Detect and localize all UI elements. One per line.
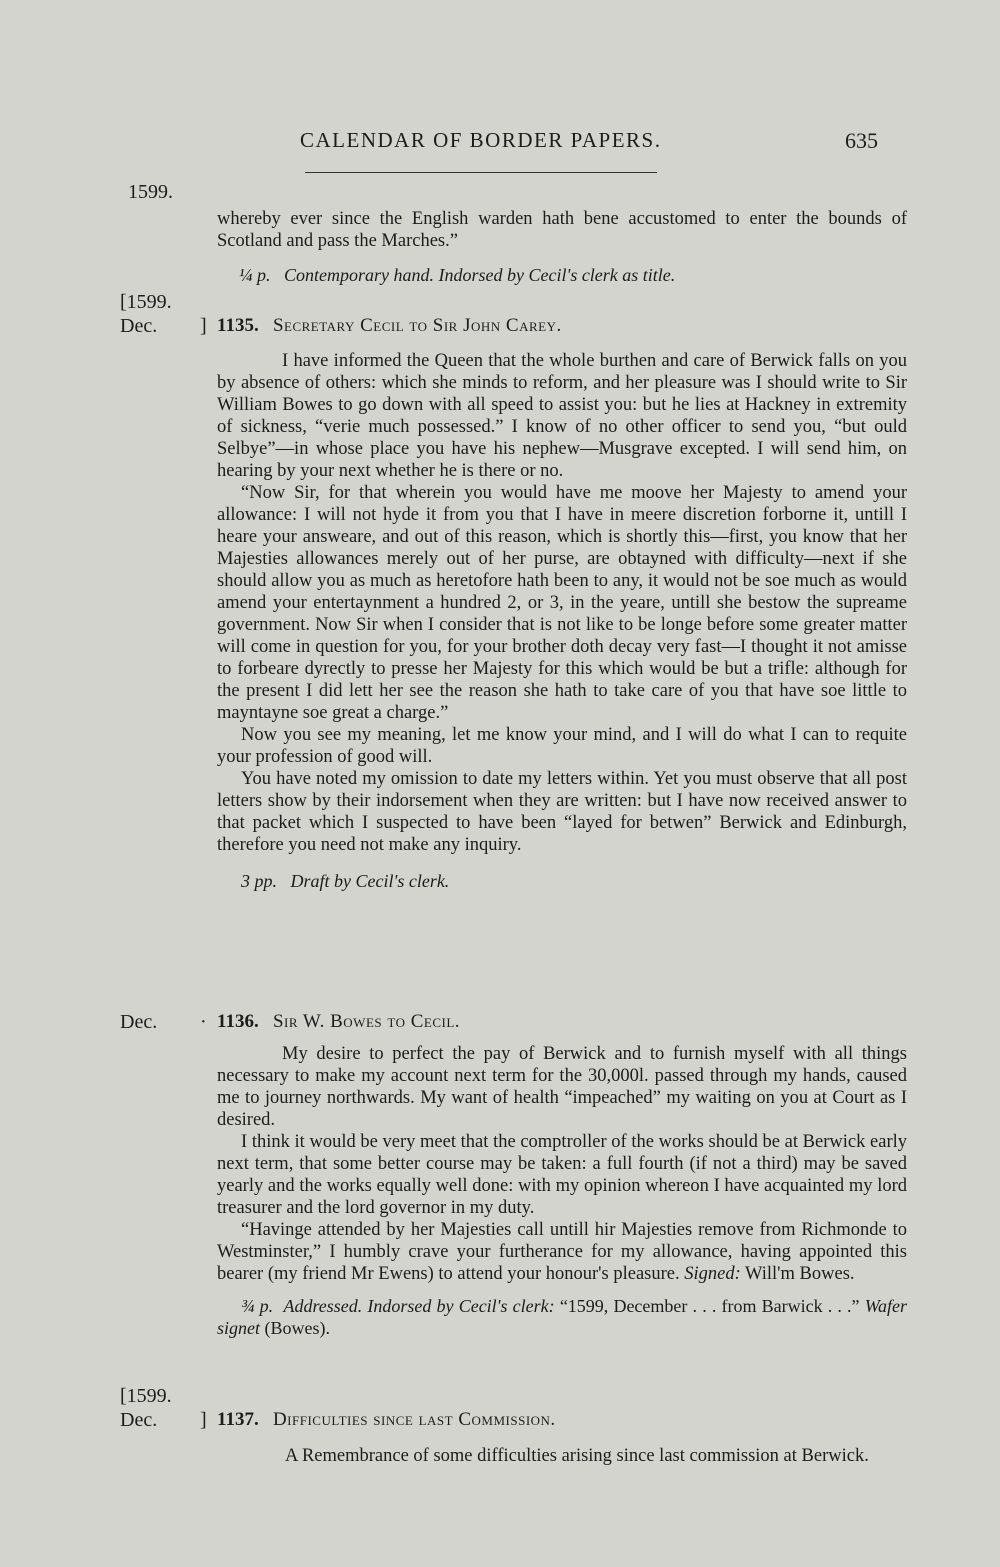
note-text: Addressed. Indorsed by Cecil's clerk: xyxy=(283,1296,555,1316)
entry-body-1136 xyxy=(217,1043,907,1339)
margin-month-1137: Dec. xyxy=(120,1409,158,1431)
note-bowes: (Bowes). xyxy=(264,1318,330,1338)
note-quote: “1599, December . . . from Barwick . . .” xyxy=(559,1296,860,1316)
margin-bracket-1135: ] xyxy=(200,315,207,337)
entry-body-1135 xyxy=(217,350,907,892)
paragraph: “Now Sir, for that wherein you would have me moove her Majesty to amend your allowance: I will not hyde it from you that I have in meere discretion forborne it, untill I heare your answeare, and out of this reason, which is shortly this—first, you know that her Majesties allowances merely out of her purse, are obtayned with difficulty—next if she should allow you as much as heretofore hath been to any, it would not be soe much as would amend your entertaynment a hundred 2, or 3, in the yeare, untill she bestow the supreame government. Now Sir when I consider that is not like to be longe before some greater matter will come in question for you, for your brother doth decay very fast—I thought it not amisse to forbeare dyrectly to presse her Majesty for this which would be but a trifle: although for the present I did lett her see the reason she hath to take care of you that have soe little to mayntayne soe great a charge.” xyxy=(217,483,907,723)
signed-name: Will'm Bowes. xyxy=(745,1264,855,1284)
margin-year: 1599. xyxy=(128,181,173,203)
note-text: Draft by Cecil's clerk. xyxy=(290,871,450,891)
note-size: ¾ p. xyxy=(241,1296,274,1316)
entry-number: 1135. xyxy=(217,315,259,336)
note-size: ¼ p. xyxy=(239,265,271,285)
entry-heading-1135 xyxy=(217,314,562,338)
entry-number: 1136. xyxy=(217,1011,259,1032)
entry-number: 1137. xyxy=(217,1409,259,1430)
entry-note-1135 xyxy=(217,870,907,892)
entry-body-1137 xyxy=(285,1445,910,1467)
paragraph: Now you see my meaning, let me know your mind, and I will do what I can to requite your profession of good will. xyxy=(217,725,907,767)
header-rule xyxy=(305,172,657,173)
note-wafer: Wafer signet xyxy=(217,1296,908,1338)
entry-heading-1137 xyxy=(217,1408,556,1432)
paragraph: You have noted my omission to date my letters within. Yet you must observe that all post letters show by their indorsement when they are written: but I have now received answer to that packet which I suspected to have been “layed for betwen” Berwick and Edinburgh, therefore you need not make any inquiry. xyxy=(217,769,907,855)
margin-month-1136: Dec. xyxy=(120,1011,158,1033)
continuation-note xyxy=(217,264,907,286)
closing-text: “Havinge attended by her Majesties call untill hir Majesties remove from Richmonde to Westminster,” I humbly crave your furtherance for my allowance, having appointed this bearer (my friend Mr Ewens) to attend your honour's pleasure. xyxy=(217,1220,907,1284)
entry-heading-1136 xyxy=(217,1010,460,1034)
margin-year-1135: [1599. xyxy=(120,291,172,313)
margin-dot-1136: · xyxy=(200,1011,207,1033)
margin-bracket-1137: ] xyxy=(200,1409,207,1431)
page-number: 635 xyxy=(845,128,878,153)
running-header: CALENDAR OF BORDER PAPERS. xyxy=(300,128,662,152)
entry-title: Difficulties since last Commission. xyxy=(272,1409,556,1430)
note-size: 3 pp. xyxy=(241,871,277,891)
paragraph: A Remembrance of some difficulties arising since last commission at Berwick. xyxy=(285,1446,869,1466)
signed-label: Signed: xyxy=(684,1264,741,1284)
paragraph: I think it would be very meet that the comptroller of the works should be at Berwick early next term, that some better course may be taken: a full fourth (if not a third) may be saved yearly and the works equally well done: with my opinion whereon I have acquainted my lord treasurer and the lord governor in my duty. xyxy=(217,1132,907,1218)
entry-note-1136 xyxy=(217,1295,907,1339)
margin-year-1137: [1599. xyxy=(120,1385,172,1407)
margin-month-1135: Dec. xyxy=(120,315,158,337)
note-text: Contemporary hand. Indorsed by Cecil's clerk as title. xyxy=(284,265,676,285)
paragraph: I have informed the Queen that the whole burthen and care of Berwick falls on you by absence of others: which she minds to reform, and her pleasure was I should write to Sir William Bowes to go down with all speed to assist you: but he lies at Hackney in extremity of sickness, “verie much possessed.” I know of no other officer to send you, “but ould Selbye”—in whose place you have his nephew—Musgrave excepted. I will send him, on hearing by your next whether he is there or no. xyxy=(217,351,907,481)
paragraph xyxy=(217,1219,907,1285)
entry-title: Secretary Cecil to Sir John Carey. xyxy=(272,315,562,336)
continuation-block xyxy=(217,208,907,286)
paragraph: My desire to perfect the pay of Berwick and to furnish myself with all things necessary to make my account next term for the 30,000l. passed through my hands, caused me to journey northwards. My want of health “impeached” my waiting on you at Court as I desired. xyxy=(217,1044,907,1130)
continuation-text: whereby ever since the English warden hath bene accustomed to enter the bounds of Scotland and pass the Marches.” xyxy=(217,209,907,251)
entry-title: Sir W. Bowes to Cecil. xyxy=(272,1011,461,1032)
